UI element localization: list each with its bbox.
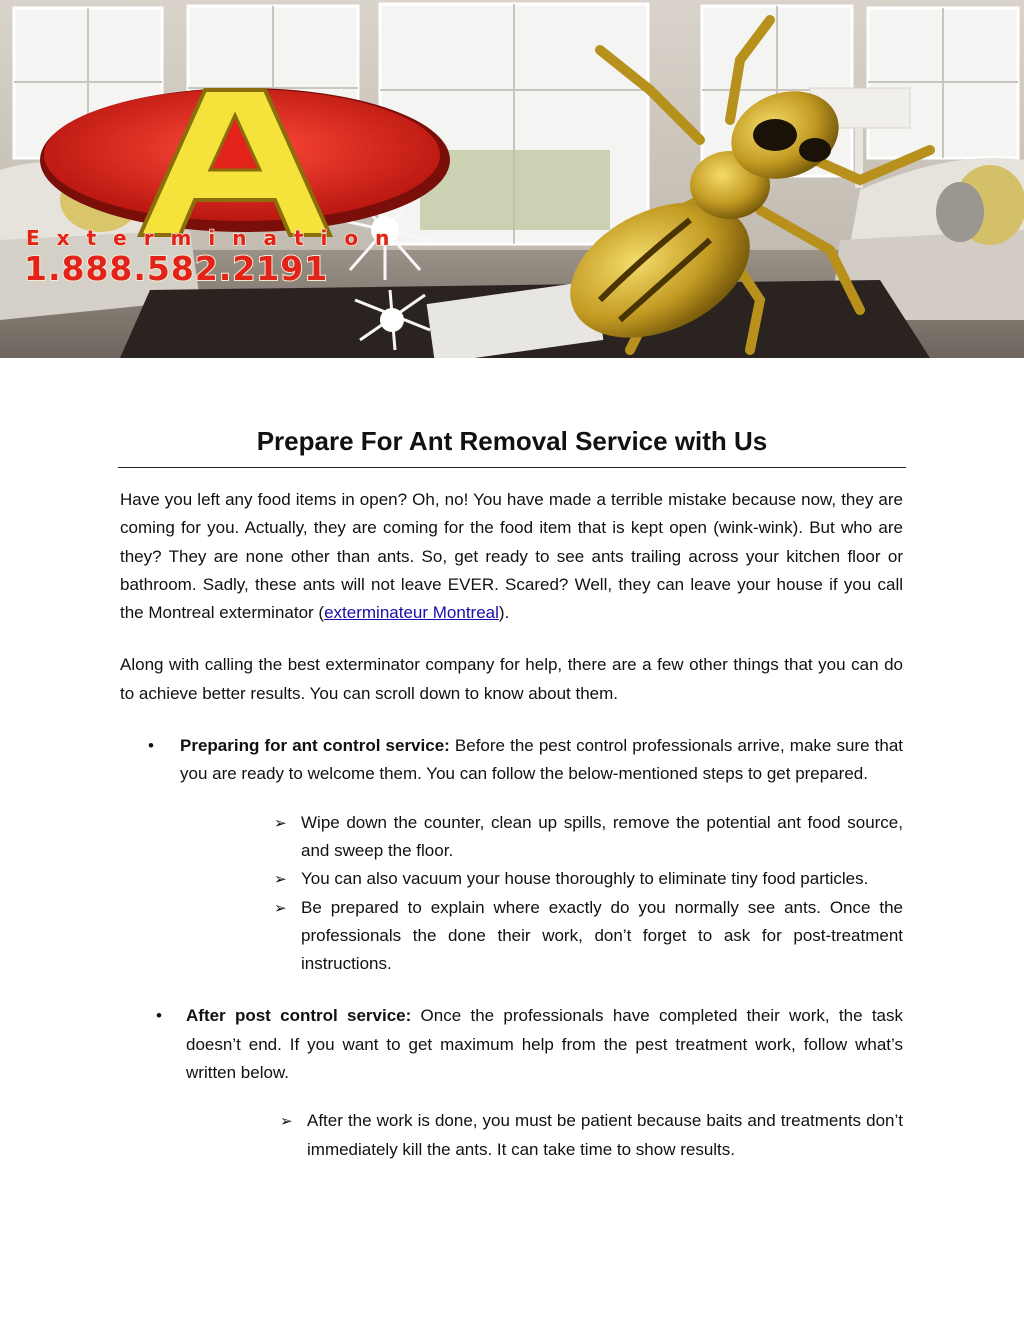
sub-item-text: Be prepared to explain where exactly do you normally see ants. Once the professionals the done their work, don’t forget to ask for post-treatment instructions. [301,897,903,974]
sub-item-text: After the work is done, you must be patient because baits and treatments don’t immediately kill the ants. It can take time to show results. [307,1111,903,1159]
sub-item-text: You can also vacuum your house thoroughly to eliminate tiny food particles. [301,869,869,889]
sub-item-text: Wipe down the counter, clean up spills, remove the potential ant food source, and sweep the floor. [301,812,903,860]
sub-list-item [180,865,903,893]
sub-list-item [180,809,903,866]
intro-text: Have you left any food items in open? Oh, no! You have made a terrible mistake because now, they are coming for you. Actually, they are coming for the food item that is kept open (wink-wink). But who are they? They are none other than ants. So, get ready to see ants trailing across your kitchen floor or bathroom. Sadly, these ants will not leave EVER. Scared? Well, they can leave your house if you call the Montreal exterminator ( [120,490,903,623]
bullet-heading: After post control service: [186,1006,412,1026]
bullet-text: Before the pest control professionals arrive, make sure that you are ready to welcome them. You can follow the below-mentioned steps to get prepared. [180,736,903,784]
bullet-list [120,732,903,1164]
page-title: Prepare For Ant Removal Service with Us [118,426,906,468]
phone-number: 1.888.582.2191 [24,249,329,288]
header-banner [0,0,1024,358]
sub-list-item [186,1107,903,1164]
list-item [120,732,903,978]
arrow-bullet-icon: ➢ [274,870,287,889]
banner-illustration [0,0,1024,358]
list-item [120,1002,903,1163]
bullet-icon: • [148,736,154,756]
exterminateur-montreal-link[interactable]: exterminateur Montreal [324,603,499,623]
intro-paragraph [120,486,903,627]
bullet-text: Once the professionals have completed their work, the task doesn’t end. If you want to get maximum help from the pest treatment work, follow what’s written below. [186,1006,904,1083]
arrow-bullet-icon: ➢ [280,1112,293,1131]
arrow-bullet-icon: ➢ [274,898,287,917]
bullet-heading: Preparing for ant control service: [180,736,450,756]
intro-end: ). [498,603,510,623]
sub-list [180,809,903,979]
brand-name: Extermination [26,226,407,250]
sub-list [186,1107,903,1164]
arrow-bullet-icon: ➢ [274,813,287,832]
article [120,380,903,1164]
second-paragraph: Along with calling the best exterminator company for help, there are a few other things that you can do to achieve better results. You can scroll down to know about them. [120,655,903,703]
bullet-icon: • [156,1006,162,1026]
sub-list-item [180,894,903,979]
